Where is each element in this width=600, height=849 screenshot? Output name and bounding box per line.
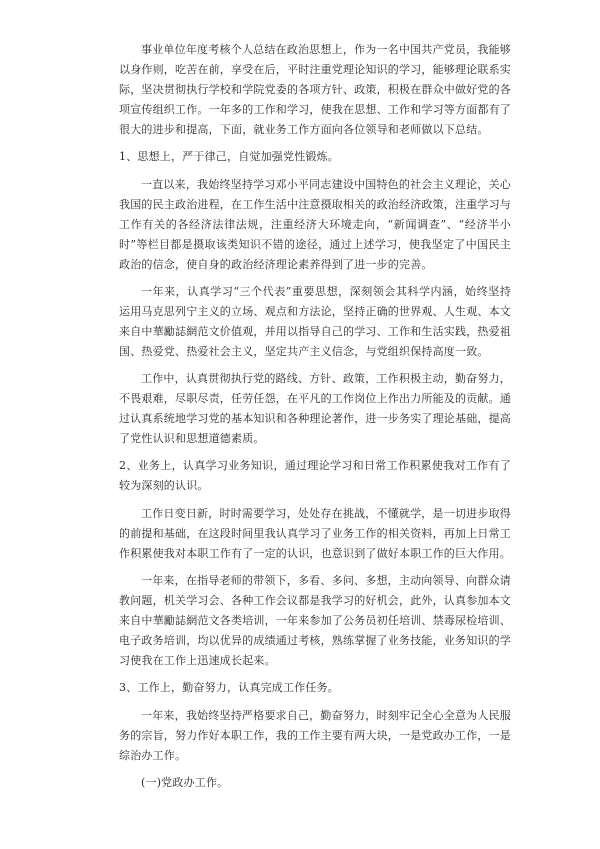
subsection-heading-party-office: (一)党政办工作。 (141, 776, 229, 789)
ideology-paragraph-3: 工作中，认真贯彻执行党的路线、方针、政策，工作积极主动，勤奋努力，不畏艰难，尽职尽责，任劳任怨，在平凡的工作岗位上作出力所能及的贡献。通过认真系统地学习党的基本知识和各种理论著作，进一步务实了理论基础，提高了党性认识和思想道德素质。 (119, 372, 511, 445)
ideology-paragraph-2: 一年来，认真学习“三个代表”重要思想，深刻领会其科学内涵，始终坚持运用马克思列宁主义的立场、观点和方法论，坚持正确的世界观、人生观、本文来自中華勵誌網范文价值观，并用以指导自己的学习、工作和生活实践，热爱祖国、热爱党、热爱社会主义，坚定共产主义信念，与党组织保持高度一致。 (119, 285, 511, 358)
business-paragraph-1: 工作日变日新，时时需要学习，处处存在挑战，不懂就学，是一切进步取得的前提和基础，在这段时间里我认真学习了业务工作的相关资料，再加上日常工作积累使我对本职工作有了一定的认识，也意识到了做好本职工作的巨大作用。 (119, 507, 511, 560)
section-heading-ideology: 1、思想上，严于律己，自觉加强党性锻炼。 (119, 150, 339, 163)
work-paragraph-1: 一年来，我始终坚持严格要求自己，勤奋努力，时刻牢记全心全意为人民服务的宗旨，努力作好本职工作，我的工作主要有两大块，一是党政办工作，一是综治办工作。 (119, 709, 511, 762)
document-body (119, 40, 511, 800)
intro-paragraph: 事业单位年度考核个人总结在政治思想上，作为一名中国共产党员，我能够以身作则，吃苦在前，享受在后，平时注重党理论知识的学习，能够理论联系实际，坚决贯彻执行学校和学院党委的各项方针、政策，积极在群众中做好党的各项宣传组织工作。一年多的工作和学习，使我在思想、工作和学习等方面都有了很大的进步和提高，下面，就业务工作方面向各位领导和老师做以下总结。 (119, 43, 511, 136)
business-paragraph-2: 一年来，在指导老师的带领下，多看、多问、多想，主动向领导、向群众请教问题，机关学习会、各种工作会议都是我学习的好机会，此外，认真参加本文来自中華勵誌網范文各类培训，一年来参加了公务员初任培训、禁毒尿检培训、电子政务培训，均以优异的成绩通过考核，熟练掌握了业务技能，业务知识的学习使我在工作上迅速成长起来。 (119, 574, 511, 667)
section-heading-business: 2、业务上，认真学习业务知识，通过理论学习和日常工作积累使我对工作有了较为深刻的认识。 (119, 459, 511, 492)
ideology-paragraph-1: 一直以来，我始终坚持学习邓小平同志建设中国特色的社会主义理论，关心我国的民主政治进程，在工作生活中注意摄取相关的政治经济政策，注重学习与工作有关的各经济法律法规，注重经济大环境走向，“新闻调查”、“经济半小时”等栏目都是摄取该类知识不错的途径，通过上述学习，使我坚定了中国民主政治的信念，使自身的政治经济理论素养得到了进一步的完善。 (119, 178, 511, 271)
section-heading-work: 3、工作上，勤奋努力，认真完成工作任务。 (119, 681, 339, 694)
